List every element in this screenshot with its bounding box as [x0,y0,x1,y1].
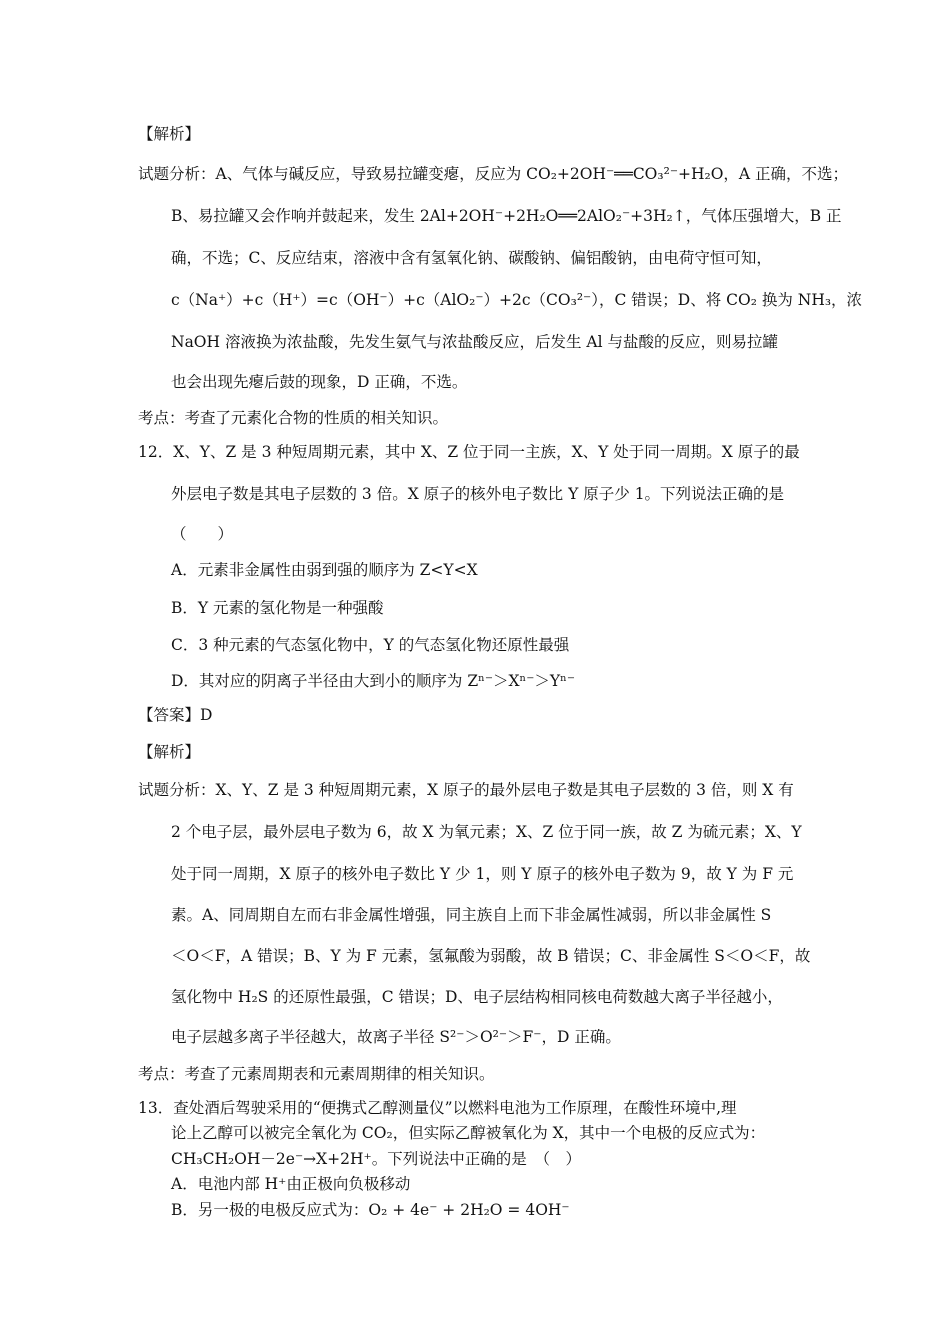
analysis-line: 处于同一周期，X 原子的核外电子数比 Y 少 1，则 Y 原子的核外电子数为 9，故 Y 为 F 元 [171,865,794,883]
question-stem: （ ） [171,525,234,543]
analysis-line: 确，不选；C、反应结束，溶液中含有氢氧化钠、碳酸钠、偏铝酸钠，由电荷守恒可知， [171,249,772,267]
answer: 【答案】D [138,706,213,724]
option-d: D．其对应的阴离子半径由大到小的顺序为 Zⁿ⁻＞Xⁿ⁻＞Yⁿ⁻ [171,672,576,690]
analysis-line: 氢化物中 H₂S 的还原性最强，C 错误；D、电子层结构相同核电荷数越大离子半径越小， [171,988,783,1006]
analysis-line: NaOH 溶液换为浓盐酸，先发生氨气与浓盐酸反应，后发生 Al 与盐酸的反应，则易拉罐 [171,333,778,351]
analysis-line: B、易拉罐又会作响并鼓起来，发生 2Al+2OH⁻+2H₂O══2AlO₂⁻+3H₂↑，气体压强增大，B 正 [171,207,842,225]
analysis-line: 试题分析：A、气体与碱反应，导致易拉罐变瘪，反应为 CO₂+2OH⁻══CO₃²⁻+H₂O，A 正确，不选； [138,165,849,183]
question-stem: 13．查处酒后驾驶采用的“便携式乙醇测量仪”以燃料电池为工作原理，在酸性环境中,理 [138,1099,737,1117]
analysis-line: ＜O＜F，A 错误；B、Y 为 F 元素，氢氟酸为弱酸，故 B 错误；C、非金属性 S＜O＜F，故 [171,947,811,965]
kaodian-note: 考点：考查了元素周期表和元素周期律的相关知识。 [138,1065,495,1083]
option-b: B．另一极的电极反应式为：O₂ + 4e⁻ + 2H₂O = 4OH⁻ [171,1201,570,1219]
question-stem: 外层电子数是其电子层数的 3 倍。X 原子的核外电子数比 Y 原子少 1。下列说法正确的是 [171,485,785,503]
analysis-line: 素。A、同周期自左而右非金属性增强，同主族自上而下非金属性减弱，所以非金属性 S [171,906,772,924]
analysis-line: c（Na⁺）+c（H⁺）=c（OH⁻）+c（AlO₂⁻）+2c（CO₃²⁻），C 错误；D、将 CO₂ 换为 NH₃，浓 [171,291,863,309]
analysis-line: 2 个电子层，最外层电子数为 6，故 X 为氧元素；X、Z 位于同一族，故 Z 为硫元素；X、Y [171,823,802,841]
question-stem: 论上乙醇可以被完全氧化为 CO₂，但实际乙醇被氧化为 X，其中一个电极的反应式为： [171,1124,766,1142]
question-stem: CH₃CH₂OH－2e⁻→X+2H⁺。下列说法中正确的是 （ ） [171,1150,581,1168]
option-b: B．Y 元素的氢化物是一种强酸 [171,599,384,617]
analysis-heading: 【解析】 [138,125,201,143]
analysis-heading: 【解析】 [138,743,201,761]
analysis-line: 试题分析：X、Y、Z 是 3 种短周期元素，X 原子的最外层电子数是其电子层数的 3 倍，则 X 有 [138,781,794,799]
option-a: A．电池内部 H⁺由正极向负极移动 [171,1175,411,1193]
analysis-line: 也会出现先瘪后鼓的现象，D 正确，不选。 [171,373,468,391]
analysis-line: 电子层越多离子半径越大，故离子半径 S²⁻＞O²⁻＞F⁻，D 正确。 [171,1028,621,1046]
question-stem: 12．X、Y、Z 是 3 种短周期元素，其中 X、Z 位于同一主族，X、Y 处于同一周期。X 原子的最 [138,443,800,461]
option-c: C．3 种元素的气态氢化物中，Y 的气态氢化物还原性最强 [171,636,570,654]
option-a: A．元素非金属性由弱到强的顺序为 Z<Y<X [171,561,478,579]
kaodian-note: 考点：考查了元素化合物的性质的相关知识。 [138,409,449,427]
